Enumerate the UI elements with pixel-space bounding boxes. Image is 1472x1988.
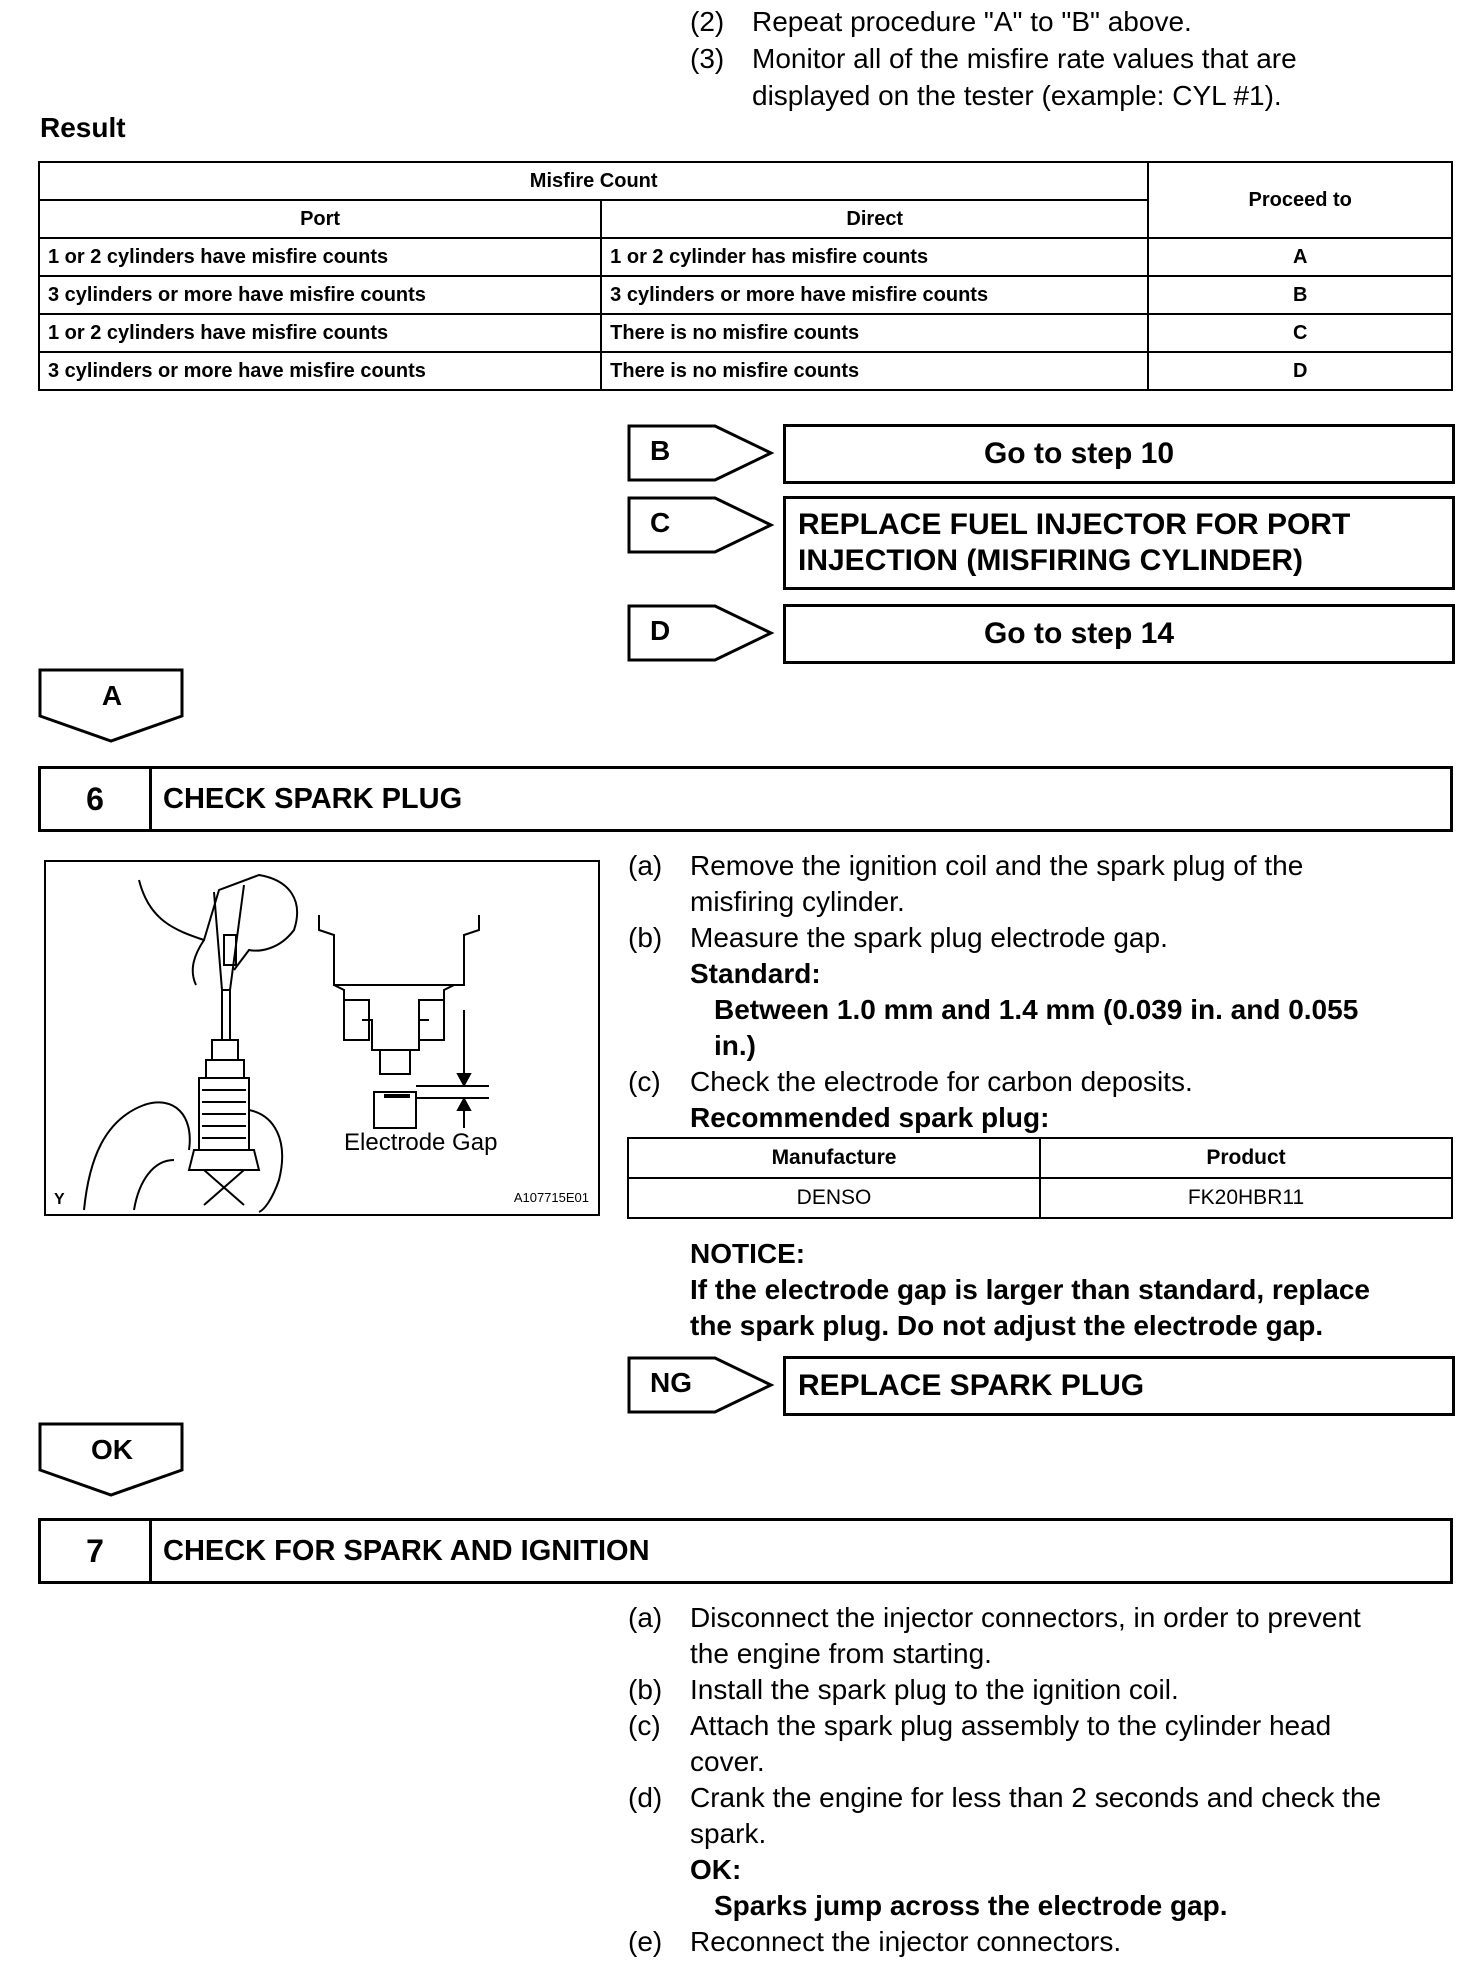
item-text: the engine from starting. (690, 1638, 992, 1669)
cell-proceed: A (1148, 238, 1452, 276)
branch-d-action-text: Go to step 14 (983, 617, 1175, 650)
table-row (628, 1178, 1452, 1218)
cell-proceed: D (1148, 352, 1452, 390)
item-text: cover. (690, 1746, 765, 1777)
notice-label: NOTICE: (690, 1238, 806, 1269)
ok-text: Sparks jump across the electrode gap. (714, 1890, 1228, 1921)
ok-label: OK: (690, 1854, 742, 1885)
item-number: (c) (628, 1066, 661, 1097)
top-procedure-list (690, 4, 1450, 124)
standard-value: Between 1.0 mm and 1.4 mm (0.039 in. and 0.055 (714, 994, 1359, 1025)
cell-product: FK20HBR11 (1040, 1178, 1452, 1218)
item-text: Repeat procedure "A" to "B" above. (752, 6, 1192, 37)
item-text: spark. (690, 1818, 767, 1849)
item-number: (c) (628, 1710, 661, 1741)
item-text: Reconnect the injector connectors. (690, 1926, 1122, 1957)
cell-direct: There is no misfire counts (601, 314, 1148, 352)
cell-port: 3 cylinders or more have misfire counts (39, 276, 601, 314)
step-6-instructions (628, 848, 1458, 1138)
cell-direct: 3 cylinders or more have misfire counts (601, 276, 1148, 314)
standard-label: Standard: (690, 958, 821, 989)
item-text: Remove the ignition coil and the spark plug of the (690, 850, 1304, 881)
notice-block (628, 1236, 1458, 1346)
step-title: CHECK SPARK PLUG (163, 782, 463, 815)
branch-b-key: B (650, 435, 671, 466)
item-number: (b) (628, 922, 663, 953)
header-manufacture: Manufacture (628, 1138, 1040, 1178)
item-text: Monitor all of the misfire rate values that are (752, 43, 1297, 74)
branch-b-action-text: Go to step 10 (983, 437, 1175, 470)
step-number: 7 (41, 1521, 152, 1581)
branch-a-key: A (101, 680, 123, 711)
ng-key: NG (650, 1367, 692, 1398)
cell-proceed: B (1148, 276, 1452, 314)
notice-text: the spark plug. Do not adjust the electrode gap. (690, 1310, 1324, 1341)
notice-text: If the electrode gap is larger than standard, replace (690, 1274, 1370, 1305)
header-misfire-count: Misfire Count (39, 162, 1148, 200)
branch-c-action-line: REPLACE FUEL INJECTOR FOR PORT (798, 508, 1351, 541)
item-number: (3) (690, 43, 725, 74)
item-text: Attach the spark plug assembly to the cylinder head (690, 1710, 1332, 1741)
figure-label-electrode-gap: Electrode Gap (344, 1129, 498, 1156)
result-heading: Result (40, 112, 126, 143)
cell-direct: There is no misfire counts (601, 352, 1148, 390)
cell-direct: 1 or 2 cylinder has misfire counts (601, 238, 1148, 276)
item-text: displayed on the tester (example: CYL #1). (752, 80, 1282, 111)
spark-plug-table (627, 1137, 1453, 1219)
cell-port: 3 cylinders or more have misfire counts (39, 352, 601, 390)
item-text: misfiring cylinder. (690, 886, 905, 917)
branch-c-key: C (650, 507, 671, 538)
cell-manufacture: DENSO (628, 1178, 1040, 1218)
item-number: (a) (628, 1602, 663, 1633)
table-row (39, 238, 1452, 276)
header-direct: Direct (601, 200, 1148, 238)
header-port: Port (39, 200, 601, 238)
cell-port: 1 or 2 cylinders have misfire counts (39, 238, 601, 276)
step-number: 6 (41, 769, 152, 829)
table-row (39, 314, 1452, 352)
table-row (39, 276, 1452, 314)
branch-d-key: D (650, 615, 671, 646)
ng-action[interactable] (783, 1356, 1455, 1416)
item-text: Disconnect the injector connectors, in order to prevent (690, 1602, 1361, 1633)
standard-value: in.) (714, 1030, 756, 1061)
spark-plug-figure (44, 860, 600, 1216)
branch-d-action[interactable] (783, 604, 1455, 664)
recommended-label: Recommended spark plug: (690, 1102, 1050, 1133)
item-number: (b) (628, 1674, 663, 1705)
branch-c-action-line: INJECTION (MISFIRING CYLINDER) (798, 544, 1304, 577)
step-6-header (38, 766, 1453, 832)
result-table (38, 161, 1453, 391)
item-text: Check the electrode for carbon deposits. (690, 1066, 1193, 1097)
item-number: (d) (628, 1782, 663, 1813)
cell-proceed: C (1148, 314, 1452, 352)
figure-code: A107715E01 (513, 1190, 589, 1205)
header-product: Product (1040, 1138, 1452, 1178)
branch-c-action[interactable] (783, 496, 1455, 590)
ng-action-text: REPLACE SPARK PLUG (798, 1369, 1145, 1402)
item-number: (e) (628, 1926, 663, 1957)
item-number: (2) (690, 6, 725, 37)
header-proceed-to: Proceed to (1148, 162, 1452, 238)
cell-port: 1 or 2 cylinders have misfire counts (39, 314, 601, 352)
branch-b-action[interactable] (783, 424, 1455, 484)
table-row (39, 352, 1452, 390)
figure-corner-letter: Y (54, 1191, 65, 1208)
item-text: Crank the engine for less than 2 seconds and check the (690, 1782, 1382, 1813)
ok-key: OK (91, 1434, 133, 1465)
item-text: Install the spark plug to the ignition coil. (690, 1674, 1179, 1705)
step-7-header (38, 1518, 1453, 1584)
step-title: CHECK FOR SPARK AND IGNITION (163, 1534, 650, 1567)
item-text: Measure the spark plug electrode gap. (690, 922, 1168, 953)
item-number: (a) (628, 850, 663, 881)
step-7-instructions (628, 1600, 1468, 1980)
